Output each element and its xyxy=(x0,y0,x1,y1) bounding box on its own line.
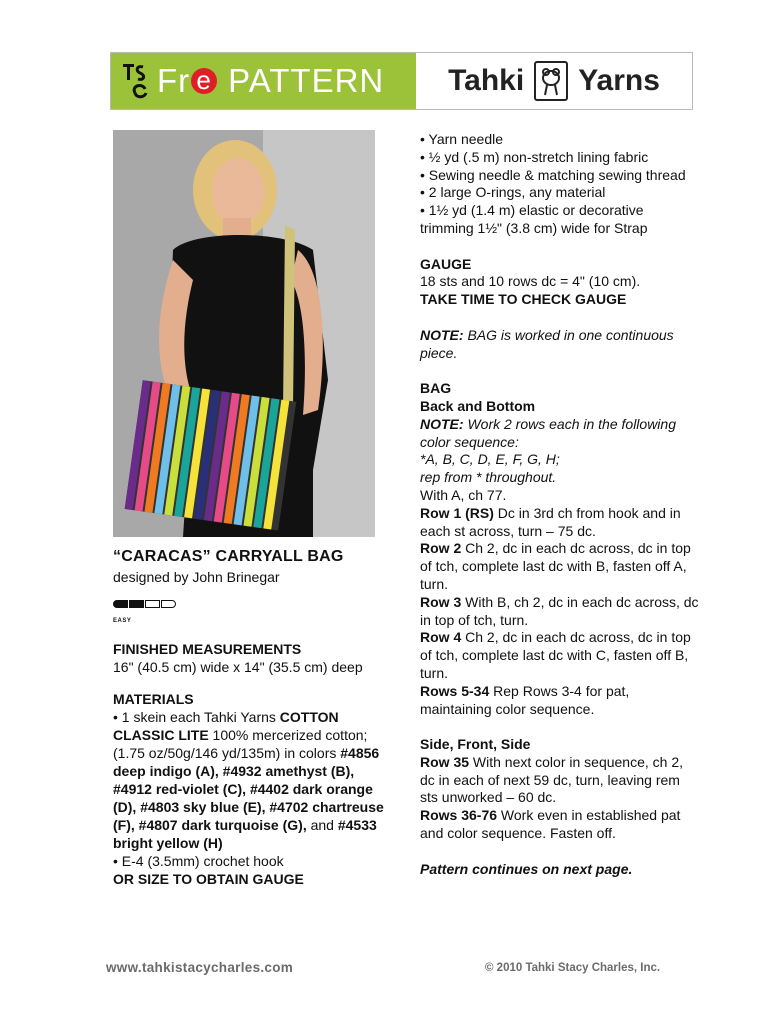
skill-level-indicator xyxy=(113,600,393,626)
brand-yarns: Yarns xyxy=(578,64,660,97)
color-list: #4856 deep indigo (A), #4932 amethyst (B), #4912 red-violet (C), #4402 dark orange (D), #4803 sky blue (E), #4702 chartreuse (F), #4807 dark turquoise (G), xyxy=(113,745,384,833)
skill-segment xyxy=(161,600,176,608)
rows-5-34 xyxy=(420,683,700,719)
rows-36-76-text: Work even in established pat and color sequence. Fasten off. xyxy=(420,807,681,842)
row-4 xyxy=(420,629,700,682)
row-1-text: Dc in 3rd ch from hook and in each st across, turn – 75 dc. xyxy=(420,504,681,539)
bag-heading: BAG xyxy=(420,380,452,397)
sheep-icon xyxy=(534,61,568,101)
hook-text: • E-4 (3.5mm) crochet hook xyxy=(113,853,284,869)
material-orings: • 2 large O-rings, any material xyxy=(420,184,606,201)
materials-yarn-post: 100% mercerized cotton; (1.75 oz/50g/146 yd/135m) in colors xyxy=(113,727,368,761)
material-needle: • Yarn needle xyxy=(420,131,504,147)
model-photo xyxy=(113,130,375,537)
skill-segment xyxy=(129,600,144,608)
skill-segment xyxy=(113,600,128,608)
materials-yarn xyxy=(113,708,393,852)
color-sequence: *A, B, C, D, E, F, G, H; xyxy=(420,451,560,468)
material-elastic: • 1½ yd (1.4 m) elastic or decorative trimming 1½" (3.8 cm) wide for Strap xyxy=(420,202,648,236)
right-column xyxy=(420,131,700,878)
row-4-label: Row 4 xyxy=(420,629,462,646)
gauge-heading: GAUGE xyxy=(420,255,472,272)
footer-copyright: © 2010 Tahki Stacy Charles, Inc. xyxy=(485,962,661,974)
material-lining: • ½ yd (.5 m) non-stretch lining fabric xyxy=(420,148,649,165)
header-banner xyxy=(110,52,693,110)
last-color: #4533 bright yellow (H) xyxy=(113,817,377,851)
brand-logo xyxy=(416,53,692,109)
and-word: and xyxy=(306,817,338,833)
row-2-text: Ch 2, dc in each dc across, dc in top of tch, complete last dc with B, fasten off A, turn. xyxy=(420,540,691,592)
tsc-logo-icon xyxy=(121,61,151,101)
left-column xyxy=(113,548,393,888)
row-35-label: Row 35 xyxy=(420,753,470,770)
gauge-text: 18 sts and 10 rows dc = 4" (10 cm). xyxy=(420,273,641,290)
note2-label: NOTE: xyxy=(420,415,464,432)
repeat-note: rep from * throughout. xyxy=(420,469,557,486)
finished-heading: FINISHED MEASUREMENTS xyxy=(113,641,302,657)
row-35 xyxy=(420,754,700,807)
chain-start: With A, ch 77. xyxy=(420,486,507,503)
row-2 xyxy=(420,540,700,593)
note-label: NOTE: xyxy=(420,326,464,343)
row-2-label: Row 2 xyxy=(420,540,462,557)
free-word: Fr xyxy=(157,62,191,99)
side-front-side-heading: Side, Front, Side xyxy=(420,736,531,753)
row-3 xyxy=(420,594,700,630)
note2-text: Work 2 rows each in the following color sequence: xyxy=(420,415,676,450)
material-sewing: • Sewing needle & matching sewing thread xyxy=(420,166,686,183)
row-35-text: With next color in sequence, ch 2, dc in each of next 59 dc, turn, leaving rem sts unworked – 60 dc. xyxy=(420,753,684,806)
free-pattern-title xyxy=(157,62,384,100)
row-1-label: Row 1 (RS) xyxy=(420,504,494,521)
hook-note: OR SIZE TO OBTAIN GAUGE xyxy=(113,871,304,887)
free-e-badge: e xyxy=(191,68,217,94)
skill-segment xyxy=(145,600,160,608)
model-with-bag-image xyxy=(113,130,375,537)
materials-heading: MATERIALS xyxy=(113,691,194,707)
materials-yarn-pre: • 1 skein each Tahki Yarns xyxy=(113,709,280,725)
note-color-sequence xyxy=(420,416,700,452)
row-1 xyxy=(420,505,700,541)
note-continuous xyxy=(420,327,700,363)
skill-level-label: EASY xyxy=(113,618,132,624)
pattern-title: “CARACAS” CARRYALL BAG xyxy=(113,548,344,565)
gauge-check: TAKE TIME TO CHECK GAUGE xyxy=(420,291,627,308)
pattern-word: PATTERN xyxy=(228,62,385,99)
footer-website-link[interactable]: www.tahkistacycharles.com xyxy=(106,960,294,975)
row-4-text: Ch 2, dc in each dc across, dc in top of tch, complete last dc with C, fasten off B, turn. xyxy=(420,629,691,681)
back-bottom-heading: Back and Bottom xyxy=(420,397,536,414)
finished-text: 16" (40.5 cm) wide x 14" (35.5 cm) deep xyxy=(113,659,363,675)
rows-5-34-label: Rows 5-34 xyxy=(420,682,490,699)
skill-level-bar xyxy=(113,600,393,608)
brand-tahki: Tahki xyxy=(448,64,525,97)
free-pattern-panel xyxy=(111,53,416,109)
continues-note: Pattern continues on next page. xyxy=(420,860,633,877)
yarn-name: COTTON CLASSIC LITE xyxy=(113,709,339,743)
rows-36-76 xyxy=(420,807,700,843)
rows-5-34-text: Rep Rows 3-4 for pat, maintaining color sequence. xyxy=(420,682,630,717)
rows-36-76-label: Rows 36-76 xyxy=(420,807,498,824)
row-3-text: With B, ch 2, dc in each dc across, dc in top of tch, turn. xyxy=(420,593,699,628)
row-3-label: Row 3 xyxy=(420,593,462,610)
designer-credit: designed by John Brinegar xyxy=(113,569,280,585)
note-text: BAG is worked in one continuous piece. xyxy=(420,326,674,361)
